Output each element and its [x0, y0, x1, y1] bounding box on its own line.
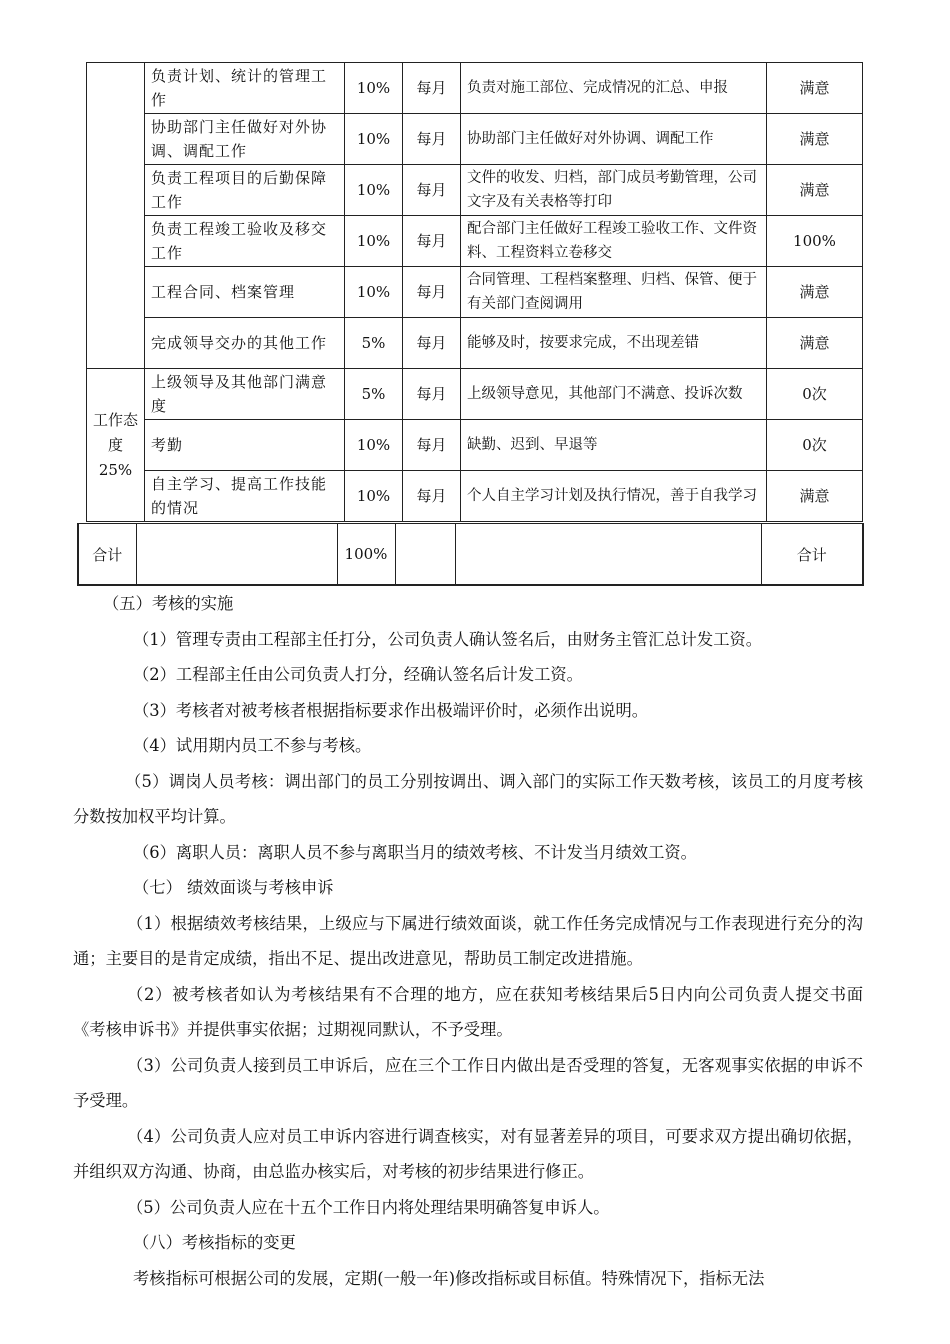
item-cell: 完成领导交办的其他工作 [145, 318, 345, 369]
table-row [87, 216, 863, 267]
table-row [87, 114, 863, 165]
weight-cell: 10% [345, 114, 403, 165]
paragraph: （5）公司负责人应在十五个工作日内将处理结果明确答复申诉人。 [127, 1197, 610, 1217]
frequency-cell: 每月 [403, 267, 461, 318]
weight-cell: 5% [345, 318, 403, 369]
category-cell-attitude: 工作态度25% [87, 369, 145, 522]
frequency-cell: 每月 [403, 63, 461, 114]
paragraph: 考核指标可根据公司的发展，定期(一般一年)修改指标或目标值。特殊情况下，指标无法 [133, 1268, 765, 1288]
target-cell: 满意 [767, 267, 863, 318]
paragraph: （4）公司负责人应对员工申诉内容进行调查核实，对有显著差异的项目，可要求双方提出确切依据，并组织双方沟通、协商，由总监办核实后，对考核的初步结果进行修正。 [73, 1126, 863, 1181]
paragraph: （1）管理专责由工程部主任打分，公司负责人确认签名后，由财务主管汇总计发工资。 [133, 629, 763, 649]
item-cell: 负责工程项目的后勤保障工作 [145, 165, 345, 216]
standard-cell: 能够及时，按要求完成，不出现差错 [461, 318, 767, 369]
paragraph: （1）根据绩效考核结果，上级应与下属进行绩效面谈，就工作任务完成情况与工作表现进行充分的沟通；主要目的是肯定成绩，指出不足、提出改进意见，帮助员工制定改进措施。 [73, 913, 863, 968]
table-row [87, 420, 863, 471]
frequency-cell: 每月 [403, 114, 461, 165]
standard-cell: 缺勤、迟到、早退等 [461, 420, 767, 471]
paragraph: （5）调岗人员考核：调出部门的员工分别按调出、调入部门的实际工作天数考核，该员工的月度考核分数按加权平均计算。 [73, 771, 863, 826]
weight-cell: 10% [345, 267, 403, 318]
standard-cell: 上级领导意见，其他部门不满意、投诉次数 [461, 369, 767, 420]
table-row [87, 267, 863, 318]
frequency-cell: 每月 [403, 420, 461, 471]
target-cell: 100% [767, 216, 863, 267]
standard-cell: 协助部门主任做好对外协调、调配工作 [461, 114, 767, 165]
table-row [87, 165, 863, 216]
standard-cell: 个人自主学习计划及执行情况，善于自我学习 [461, 471, 767, 522]
frequency-cell: 每月 [403, 165, 461, 216]
total-weight: 100% [337, 524, 395, 586]
total-empty-cell [136, 524, 337, 586]
frequency-cell: 每月 [403, 369, 461, 420]
item-cell: 负责计划、统计的管理工作 [145, 63, 345, 114]
weight-cell: 10% [345, 165, 403, 216]
total-row-table [77, 523, 864, 586]
item-cell: 上级领导及其他部门满意度 [145, 369, 345, 420]
frequency-cell: 每月 [403, 216, 461, 267]
target-cell: 满意 [767, 63, 863, 114]
paragraph: （3）公司负责人接到员工申诉后，应在三个工作日内做出是否受理的答复，无客观事实依据的申诉不予受理。 [73, 1055, 863, 1110]
total-empty-cell [455, 524, 761, 586]
total-label: 合计 [78, 524, 136, 586]
paragraph: （2）被考核者如认为考核结果有不合理的地方，应在获知考核结果后5日内向公司负责人提交书面《考核申诉书》并提供事实依据；过期视同默认，不予受理。 [73, 984, 863, 1039]
target-cell: 满意 [767, 471, 863, 522]
total-empty-cell [395, 524, 455, 586]
paragraph: （6）离职人员：离职人员不参与离职当月的绩效考核、不计发当月绩效工资。 [133, 842, 697, 862]
weight-cell: 5% [345, 369, 403, 420]
standard-cell: 配合部门主任做好工程竣工验收工作、文件资料、工程资料立卷移交 [461, 216, 767, 267]
weight-cell: 10% [345, 63, 403, 114]
item-cell: 协助部门主任做好对外协调、调配工作 [145, 114, 345, 165]
weight-cell: 10% [345, 471, 403, 522]
target-cell: 满意 [767, 114, 863, 165]
item-cell: 考勤 [145, 420, 345, 471]
item-cell: 工程合同、档案管理 [145, 267, 345, 318]
weight-cell: 10% [345, 420, 403, 471]
item-cell: 自主学习、提高工作技能的情况 [145, 471, 345, 522]
category-cell-empty [87, 63, 145, 369]
section-heading: （八）考核指标的变更 [133, 1233, 296, 1252]
total-row [78, 524, 863, 586]
standard-cell: 合同管理、工程档案整理、归档、保管、便于有关部门查阅调用 [461, 267, 767, 318]
target-cell: 0次 [767, 420, 863, 471]
paragraph: （2）工程部主任由公司负责人打分，经确认签名后计发工资。 [133, 665, 583, 684]
body-text [73, 586, 863, 1296]
total-right-label: 合计 [761, 524, 863, 586]
table-row [87, 369, 863, 420]
target-cell: 满意 [767, 318, 863, 369]
table-row [87, 63, 863, 114]
section-heading: （七） 绩效面谈与考核申诉 [133, 878, 334, 897]
weight-cell: 10% [345, 216, 403, 267]
section-heading: （五）考核的实施 [103, 594, 234, 613]
target-cell: 0次 [767, 369, 863, 420]
paragraph: （3）考核者对被考核者根据指标要求作出极端评价时，必须作出说明。 [133, 700, 649, 720]
table-row [87, 318, 863, 369]
frequency-cell: 每月 [403, 318, 461, 369]
paragraph: （4）试用期内员工不参与考核。 [133, 736, 372, 755]
standard-cell: 文件的收发、归档，部门成员考勤管理，公司文字及有关表格等打印 [461, 165, 767, 216]
kpi-table [86, 62, 863, 522]
standard-cell: 负责对施工部位、完成情况的汇总、申报 [461, 63, 767, 114]
table-row [87, 471, 863, 522]
frequency-cell: 每月 [403, 471, 461, 522]
item-cell: 负责工程竣工验收及移交工作 [145, 216, 345, 267]
target-cell: 满意 [767, 165, 863, 216]
